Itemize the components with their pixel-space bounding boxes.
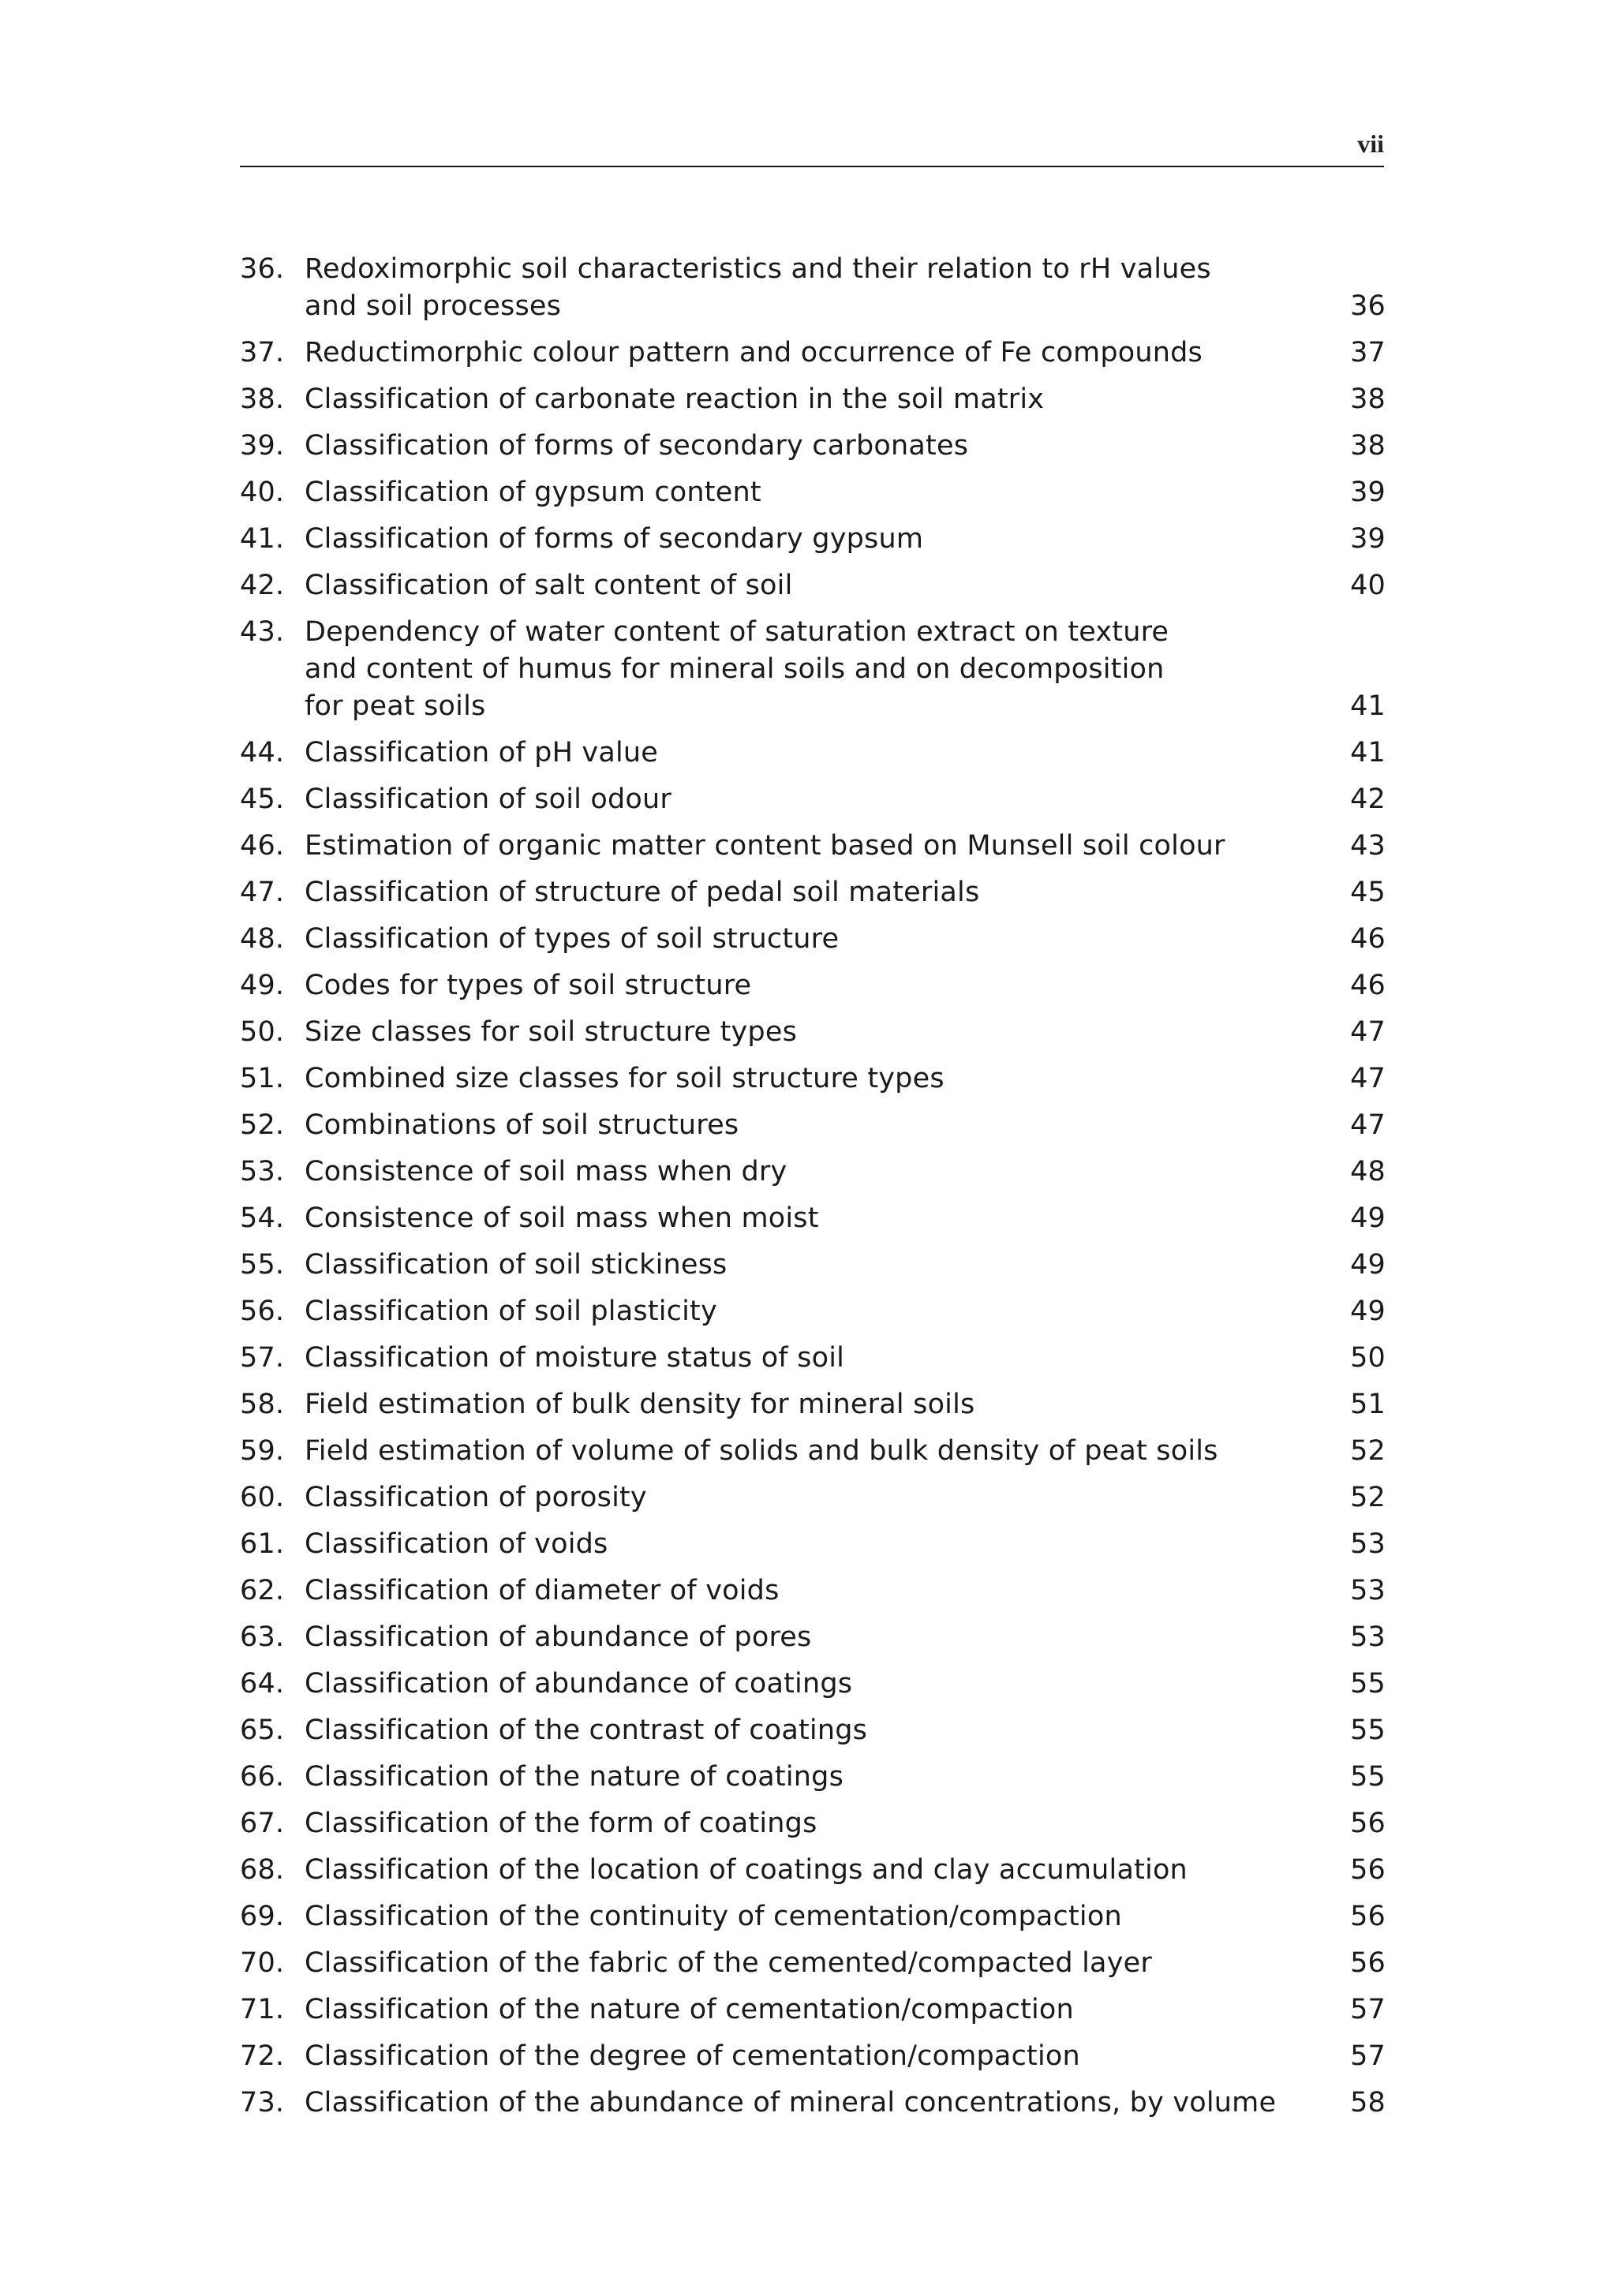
toc-entry-title-line: Classification of the location of coatings and clay accumulation xyxy=(305,1854,1188,1886)
toc-entry xyxy=(240,1759,1386,1796)
toc-entry-page: 42 xyxy=(1350,783,1386,815)
toc-entry-title-line: Classification of the contrast of coatings xyxy=(305,1715,868,1746)
toc-entry-page: 52 xyxy=(1350,1482,1386,1513)
toc-entry-page: 47 xyxy=(1350,1016,1386,1048)
toc-entry-title xyxy=(305,1340,1350,1377)
toc-entry xyxy=(240,2085,1386,2122)
toc-entry-number: 40. xyxy=(240,477,285,508)
toc-entry-title xyxy=(305,1712,1350,1749)
toc-entry xyxy=(240,474,1386,511)
toc-entry-page: 43 xyxy=(1350,830,1386,862)
toc-entry-title-line: Classification of soil plasticity xyxy=(305,1296,717,1327)
toc-entry-number: 46. xyxy=(240,830,285,862)
toc-entry-title-line: Classification of the nature of cementation/compaction xyxy=(305,1994,1074,2025)
toc-entry-title-line: and soil processes xyxy=(305,290,562,322)
toc-entry-title xyxy=(305,921,1350,958)
toc-entry-title-line: Classification of structure of pedal soil materials xyxy=(305,877,980,908)
toc-entry-title-line: Classification of carbonate reaction in the soil matrix xyxy=(305,383,1045,415)
toc-entry-number: 64. xyxy=(240,1668,285,1700)
toc-entry-number: 65. xyxy=(240,1715,285,1746)
toc-entry-page: 41 xyxy=(1350,690,1386,722)
toc-entry-title xyxy=(305,1572,1350,1610)
toc-entry-number: 51. xyxy=(240,1063,285,1094)
toc-entry-page: 38 xyxy=(1350,430,1386,462)
toc-entry-title-line: Classification of abundance of pores xyxy=(305,1621,812,1653)
toc-entry-title-line: Classification of salt content of soil xyxy=(305,570,793,601)
toc-entry-page: 55 xyxy=(1350,1668,1386,1700)
toc-entry-title xyxy=(305,428,1350,465)
toc-entry-title xyxy=(305,828,1350,865)
toc-entry xyxy=(240,1572,1386,1610)
toc-entry-page: 53 xyxy=(1350,1575,1386,1606)
toc-entry-title-line: Field estimation of volume of solids and bulk density of peat soils xyxy=(305,1435,1218,1467)
toc-entry xyxy=(240,1154,1386,1191)
toc-entry-number: 59. xyxy=(240,1435,285,1467)
toc-entry xyxy=(240,1805,1386,1842)
toc-entry-number: 56. xyxy=(240,1296,285,1327)
toc-entry xyxy=(240,1014,1386,1051)
toc-entry-number: 58. xyxy=(240,1389,285,1420)
toc-entry-number: 66. xyxy=(240,1761,285,1793)
toc-entry xyxy=(240,781,1386,818)
toc-entry-title-line: Size classes for soil structure types xyxy=(305,1016,798,1048)
toc-entry-title xyxy=(305,1386,1350,1423)
toc-entry-page: 52 xyxy=(1350,1435,1386,1467)
toc-entry-page: 57 xyxy=(1350,1994,1386,2025)
toc-entry xyxy=(240,1526,1386,1563)
toc-entry-page: 55 xyxy=(1350,1715,1386,1746)
toc-entry-number: 42. xyxy=(240,570,285,601)
toc-entry-title xyxy=(305,1060,1350,1098)
toc-entry xyxy=(240,1293,1386,1330)
toc-entry-number: 50. xyxy=(240,1016,285,1048)
toc-entry xyxy=(240,1433,1386,1470)
toc-entry-title-line: Reductimorphic colour pattern and occurrence of Fe compounds xyxy=(305,337,1203,368)
toc-entry-page: 40 xyxy=(1350,570,1386,601)
toc-entry-title xyxy=(305,1433,1350,1470)
toc-entry-page: 49 xyxy=(1350,1249,1386,1281)
toc-entry-title-line: Classification of forms of secondary carbonates xyxy=(305,430,969,462)
toc-entry-number: 72. xyxy=(240,2040,285,2072)
toc-entry-number: 67. xyxy=(240,1808,285,1839)
toc-entry-title xyxy=(305,1666,1350,1703)
toc-entry-page: 56 xyxy=(1350,1947,1386,1979)
toc-entry-number: 69. xyxy=(240,1901,285,1932)
toc-entry xyxy=(240,1619,1386,1656)
toc-entry-number: 43. xyxy=(240,616,285,648)
toc-entry-title-line: Classification of forms of secondary gypsum xyxy=(305,523,924,555)
toc-entry-title xyxy=(305,567,1350,604)
toc-entry-title-line: Consistence of soil mass when moist xyxy=(305,1202,819,1234)
toc-entry-title xyxy=(305,1479,1350,1516)
toc-entry-title-line: Combinations of soil structures xyxy=(305,1109,739,1141)
toc-entry-page: 39 xyxy=(1350,523,1386,555)
toc-entry-number: 41. xyxy=(240,523,285,555)
toc-entry-title xyxy=(305,521,1350,558)
toc-entry xyxy=(240,1107,1386,1144)
toc-entry-page: 50 xyxy=(1350,1342,1386,1374)
toc-entry xyxy=(240,1945,1386,1982)
toc-entry xyxy=(240,381,1386,418)
toc-entry-title xyxy=(305,1154,1350,1191)
toc-entry xyxy=(240,521,1386,558)
page-number: vii xyxy=(1357,129,1384,158)
toc-entry-title-line: Classification of diameter of voids xyxy=(305,1575,780,1606)
toc-entry-title xyxy=(305,1759,1350,1796)
toc-entry-title-line: Classification of the nature of coatings xyxy=(305,1761,844,1793)
toc-entry xyxy=(240,251,1386,325)
toc-entry-title xyxy=(305,1107,1350,1144)
toc-entry-page: 36 xyxy=(1350,290,1386,322)
toc-entry xyxy=(240,828,1386,865)
toc-entry xyxy=(240,1060,1386,1098)
toc-entry-title-line: Estimation of organic matter content based on Munsell soil colour xyxy=(305,830,1225,862)
toc-entry-title xyxy=(305,1247,1350,1284)
toc-entry-number: 39. xyxy=(240,430,285,462)
toc-entry-title-line: Classification of types of soil structure xyxy=(305,923,840,955)
toc-entry xyxy=(240,1479,1386,1516)
toc-entry-title xyxy=(305,251,1350,325)
toc-entry-title-line: Redoximorphic soil characteristics and their relation to rH values xyxy=(305,253,1211,285)
toc-entry xyxy=(240,1991,1386,2029)
toc-entry-title-line: Classification of moisture status of soil xyxy=(305,1342,845,1374)
toc-entry-number: 62. xyxy=(240,1575,285,1606)
toc-entry-title-line: Dependency of water content of saturation extract on texture xyxy=(305,616,1169,648)
toc-entry-page: 56 xyxy=(1350,1808,1386,1839)
toc-entry-title-line: Classification of the degree of cementation/compaction xyxy=(305,2040,1080,2072)
toc-entry-title xyxy=(305,967,1350,1004)
toc-entry-page: 47 xyxy=(1350,1063,1386,1094)
toc-entry-title-line: for peat soils xyxy=(305,690,486,722)
toc-entry-number: 47. xyxy=(240,877,285,908)
toc-entry-title xyxy=(305,1991,1350,2029)
toc-entry-title-line: Codes for types of soil structure xyxy=(305,970,752,1001)
toc-entry-title xyxy=(305,735,1350,772)
toc-entry-number: 55. xyxy=(240,1249,285,1281)
toc-entry-page: 46 xyxy=(1350,923,1386,955)
toc-entry xyxy=(240,335,1386,372)
toc-entry xyxy=(240,921,1386,958)
toc-entry-number: 71. xyxy=(240,1994,285,2025)
toc-entry xyxy=(240,1852,1386,1889)
header-rule xyxy=(240,166,1384,167)
toc-entry-number: 63. xyxy=(240,1621,285,1653)
toc-entry-title-line: Classification of abundance of coatings xyxy=(305,1668,853,1700)
toc-entry-title xyxy=(305,1293,1350,1330)
toc-entry xyxy=(240,1247,1386,1284)
toc-entry-title xyxy=(305,1945,1350,1982)
toc-entry-title xyxy=(305,614,1350,725)
toc-entry-number: 57. xyxy=(240,1342,285,1374)
toc-entry xyxy=(240,2038,1386,2075)
toc-entry-page: 47 xyxy=(1350,1109,1386,1141)
toc-entry xyxy=(240,1340,1386,1377)
toc-entry-title xyxy=(305,1805,1350,1842)
toc-entry-title xyxy=(305,2085,1350,2122)
toc-entry-title-line: Classification of soil stickiness xyxy=(305,1249,728,1281)
toc-entry-page: 49 xyxy=(1350,1296,1386,1327)
toc-entry-page: 55 xyxy=(1350,1761,1386,1793)
toc-entry-page: 37 xyxy=(1350,337,1386,368)
toc-entry-page: 39 xyxy=(1350,477,1386,508)
toc-entry-number: 61. xyxy=(240,1528,285,1560)
toc-entry-number: 45. xyxy=(240,783,285,815)
toc-entry xyxy=(240,1386,1386,1423)
toc-entry-title xyxy=(305,381,1350,418)
toc-entry-page: 58 xyxy=(1350,2087,1386,2118)
toc-entry-title-line: Classification of the form of coatings xyxy=(305,1808,817,1839)
toc-entry xyxy=(240,614,1386,725)
toc-entry-title xyxy=(305,335,1350,372)
toc-entry-title-line: Classification of the fabric of the cemented/compacted layer xyxy=(305,1947,1152,1979)
toc-entry-title xyxy=(305,474,1350,511)
table-of-contents xyxy=(240,251,1386,2131)
toc-entry-page: 53 xyxy=(1350,1621,1386,1653)
toc-entry-title-line: Classification of the continuity of cementation/compaction xyxy=(305,1901,1122,1932)
toc-entry-title xyxy=(305,1526,1350,1563)
toc-entry-title-line: Classification of pH value xyxy=(305,737,659,768)
toc-entry-title xyxy=(305,1200,1350,1237)
toc-entry xyxy=(240,967,1386,1004)
toc-entry-number: 37. xyxy=(240,337,285,368)
toc-entry xyxy=(240,874,1386,911)
toc-entry-number: 38. xyxy=(240,383,285,415)
toc-entry-title xyxy=(305,2038,1350,2075)
toc-entry-number: 44. xyxy=(240,737,285,768)
toc-entry-number: 36. xyxy=(240,253,285,285)
toc-entry-number: 53. xyxy=(240,1156,285,1187)
toc-entry-title-line: Classification of soil odour xyxy=(305,783,672,815)
toc-entry-page: 46 xyxy=(1350,970,1386,1001)
toc-entry-title xyxy=(305,1852,1350,1889)
toc-entry-title xyxy=(305,781,1350,818)
toc-entry-page: 51 xyxy=(1350,1389,1386,1420)
toc-entry-number: 54. xyxy=(240,1202,285,1234)
toc-entry-number: 60. xyxy=(240,1482,285,1513)
toc-entry-page: 49 xyxy=(1350,1202,1386,1234)
toc-entry xyxy=(240,1712,1386,1749)
toc-entry xyxy=(240,1200,1386,1237)
toc-entry-title xyxy=(305,1014,1350,1051)
toc-entry-number: 68. xyxy=(240,1854,285,1886)
toc-entry-title-line: Classification of gypsum content xyxy=(305,477,761,508)
toc-entry-page: 41 xyxy=(1350,737,1386,768)
toc-entry xyxy=(240,428,1386,465)
toc-entry-page: 45 xyxy=(1350,877,1386,908)
toc-entry-title-line: Combined size classes for soil structure types xyxy=(305,1063,945,1094)
toc-entry-page: 57 xyxy=(1350,2040,1386,2072)
toc-entry-page: 53 xyxy=(1350,1528,1386,1560)
toc-entry-title-line: Classification of porosity xyxy=(305,1482,647,1513)
toc-entry-page: 48 xyxy=(1350,1156,1386,1187)
toc-entry-number: 49. xyxy=(240,970,285,1001)
toc-entry-title-line: and content of humus for mineral soils and on decomposition xyxy=(305,653,1165,685)
toc-entry-page: 56 xyxy=(1350,1901,1386,1932)
toc-entry-page: 38 xyxy=(1350,383,1386,415)
toc-entry xyxy=(240,1666,1386,1703)
toc-entry-number: 70. xyxy=(240,1947,285,1979)
toc-entry xyxy=(240,567,1386,604)
toc-entry-number: 48. xyxy=(240,923,285,955)
toc-entry-title-line: Consistence of soil mass when dry xyxy=(305,1156,787,1187)
toc-entry-number: 52. xyxy=(240,1109,285,1141)
toc-entry-title-line: Classification of voids xyxy=(305,1528,608,1560)
toc-entry-number: 73. xyxy=(240,2087,285,2118)
toc-entry xyxy=(240,1898,1386,1935)
toc-entry-title xyxy=(305,874,1350,911)
toc-entry-title-line: Classification of the abundance of mineral concentrations, by volume xyxy=(305,2087,1277,2118)
toc-entry xyxy=(240,735,1386,772)
toc-entry-title xyxy=(305,1898,1350,1935)
toc-entry-title xyxy=(305,1619,1350,1656)
toc-entry-title-line: Field estimation of bulk density for mineral soils xyxy=(305,1389,975,1420)
toc-entry-page: 56 xyxy=(1350,1854,1386,1886)
